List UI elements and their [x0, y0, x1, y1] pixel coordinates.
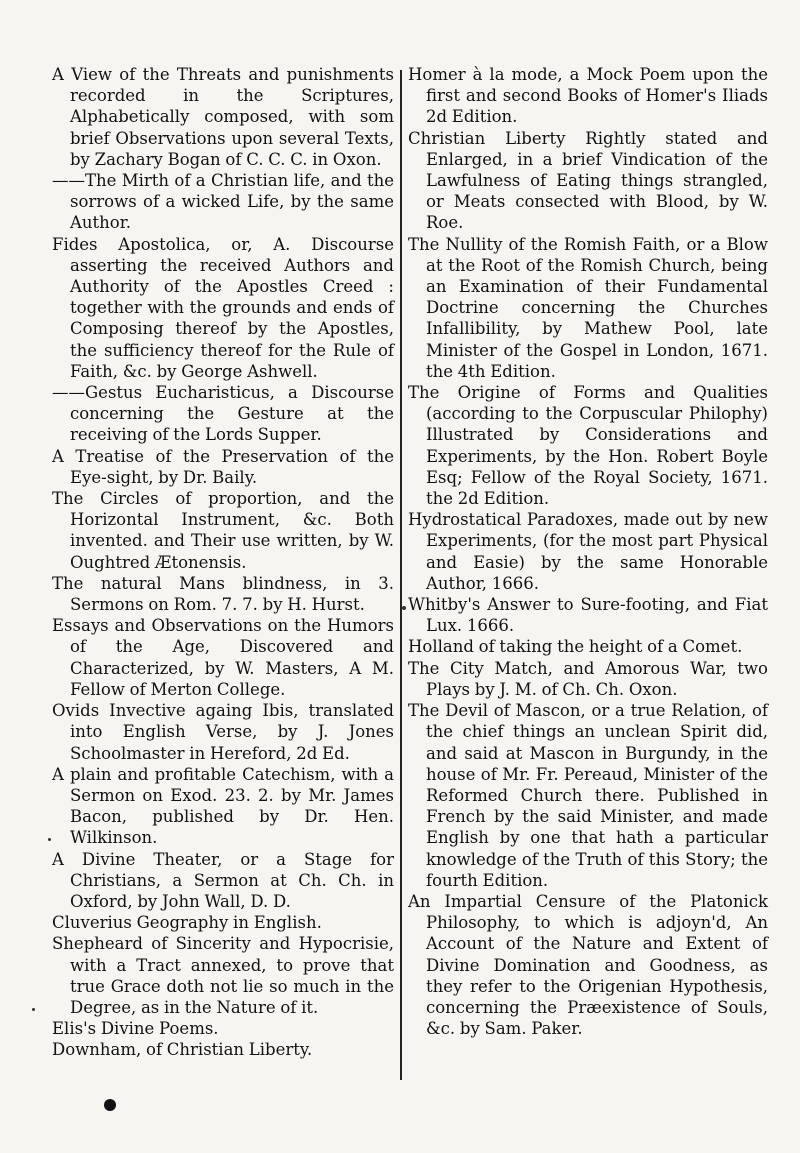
book-entry: An Impartial Censure of the Platonick Philosophy, to which is adjoyn'd, An Account of the Nature and Extent of Divine Domination and Goodness, as they refer to the Origenian Hypothesis, concerning the Præexistence of Souls, &c. by Sam. Paker.: [408, 891, 768, 1039]
ink-blot: [104, 1099, 116, 1111]
book-entry: Homer à la mode, a Mock Poem upon the first and second Books of Homer's Iliads 2d Edition.: [408, 65, 768, 127]
book-entry: Cluverius Geography in English.: [52, 913, 322, 933]
book-entry: Christian Liberty Rightly stated and Enlarged, in a brief Vindication of the Lawfulness of Eating things strangled, or Meats consected with Blood, by W. Roe.: [408, 128, 768, 233]
book-entry: Shepheard of Sincerity and Hypocrisie, with a Tract annexed, to prove that true Grace doth not lie so much in the Degree, as in the Nature of it.: [52, 934, 394, 1017]
book-entry: Elis's Divine Poems.: [52, 1019, 219, 1039]
book-entry: A Divine Theater, or a Stage for Christians, a Sermon at Ch. Ch. in Oxford, by John Wall, D. D.: [52, 849, 394, 911]
book-entry: Whitby's Answer to Sure-footing, and Fiat Lux. 1666.: [408, 595, 768, 636]
book-entry: A plain and profitable Catechism, with a Sermon on Exod. 23. 2. by Mr. James Bacon, published by Dr. Hen. Wilkinson.: [52, 764, 394, 848]
book-entry: Holland of taking the height of a Comet.: [408, 637, 743, 657]
book-entry: ——The Mirth of a Christian life, and the sorrows of a wicked Life, by the same Author.: [52, 171, 394, 233]
column-divider: [400, 70, 402, 1080]
book-entry: The City Match, and Amorous War, two Plays by J. M. of Ch. Ch. Oxon.: [408, 658, 768, 699]
left-column: [52, 64, 394, 1061]
ink-speck: [32, 1008, 35, 1011]
book-entry: A View of the Threats and punishments recorded in the Scriptures, Alphabetically composed, with som brief Observations upon several Texts, by Zachary Bogan of C. C. C. in Oxon.: [52, 65, 394, 169]
book-entry: The Devil of Mascon, or a true Relation, of the chief things an unclean Spirit did, and said at Mascon in Burgundy, in the house of Mr. Fr. Pereaud, Minister of the Reformed Church there. Published in French by the said Minister, and made English by one that hath a particular knowledge of the Truth of this Story; the fourth Edition.: [408, 701, 768, 890]
book-entry: The Circles of proportion, and the Horizontal Instrument, &c. Both invented. and Their use written, by W. Oughtred Ætonensis.: [52, 489, 394, 572]
ink-speck: [48, 838, 51, 841]
book-entry: Downham, of Christian Liberty.: [52, 1040, 313, 1060]
book-entry: Hydrostatical Paradoxes, made out by new Experiments, (for the most part Physical and Easie) by the same Honorable Author, 1666.: [408, 510, 768, 593]
book-entry: ——Gestus Eucharisticus, a Discourse concerning the Gesture at the receiving of the Lords Supper.: [52, 383, 394, 445]
book-entry: Ovids Invective againg Ibis, translated into English Verse, by J. Jones Schoolmaster in Hereford, 2d Ed.: [52, 701, 394, 763]
book-entry: Essays and Observations on the Humors of the Age, Discovered and Characterized, by W. Masters, A M. Fellow of Merton College.: [52, 616, 394, 699]
book-entry: The Nullity of the Romish Faith, or a Blow at the Root of the Romish Church, being an Examination of their Fundamental Doctrine concerning the Churches Infallibility, by Mathew Pool, late Minister of the Gospel in London, 1671. the 4th Edition.: [408, 234, 768, 381]
right-column: [408, 64, 768, 1039]
book-entry: Fides Apostolica, or, A. Discourse asserting the received Authors and Authority of the Apostles Creed : together with the grounds and ends of Composing thereof by the Apostles, the sufficiency thereof for the Rule of Faith, &c. by George Ashwell.: [52, 234, 394, 381]
book-entry: The Origine of Forms and Qualities (according to the Corpuscular Philophy) Illustrated by Considerations and Experiments, by the Hon. Robert Boyle Esq; Fellow of the Royal Society, 1671. the 2d Edition.: [408, 383, 768, 509]
book-entry: The natural Mans blindness, in 3. Sermons on Rom. 7. 7. by H. Hurst.: [52, 573, 394, 615]
book-entry: A Treatise of the Preservation of the Eye-sight, by Dr. Baily.: [52, 446, 394, 487]
ink-speck: [402, 606, 406, 610]
